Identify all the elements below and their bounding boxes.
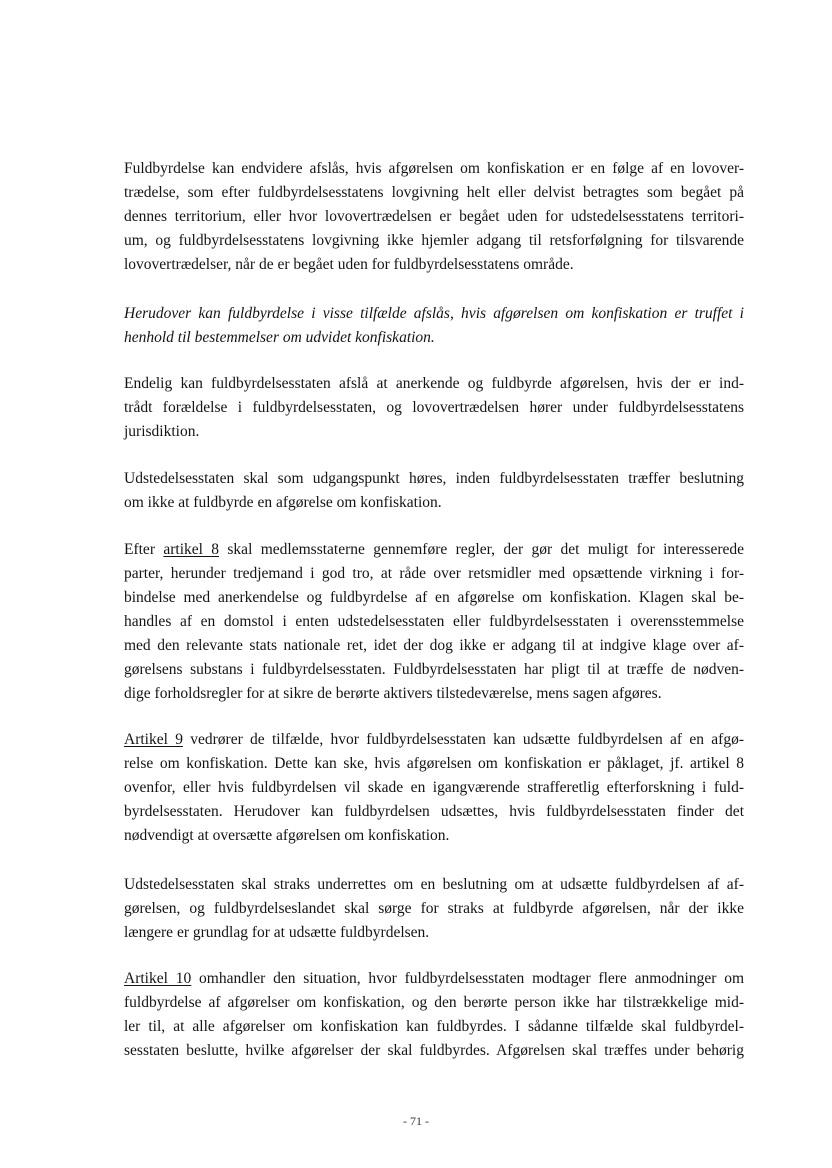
text-line: henhold til bestemmelser om udvidet konfiskation. [124,329,435,346]
text-line: byrdelsesstaten. Herudover kan fuldbyrdelsen udsættes, hvis fuldbyrdelsesstaten finder det [124,803,744,820]
page-number: - 71 - [403,1114,429,1128]
text-line: ler til, at alle afgørelser om konfiskation kan fuldbyrdes. I sådanne tilfælde skal fuldbyrdel- [124,1018,744,1035]
text-line: med den relevante stats nationale ret, idet der dog ikke er adgang til at indgive klage over af- [124,637,744,654]
paragraph-article-8 [124,538,744,706]
text-line [124,967,744,991]
text-line: fuldbyrdelse af afgørelser om konfiskation, og den berørte person ikke har tilstrækkelige mid- [124,994,744,1011]
text-line: jurisdiktion. [124,423,200,440]
text-line: Herudover kan fuldbyrdelse i visse tilfælde afslås, hvis afgørelsen om konfiskation er truffet i [124,305,744,322]
text-line: dennes territorium, eller hvor lovovertrædelsen er begået uden for udstedelsesstatens territori- [124,208,744,225]
article-9-reference: Artikel 9 [124,731,183,748]
paragraph-extended-confiscation [124,302,744,350]
text-line: om ikke at fuldbyrde en afgørelse om konfiskation. [124,494,442,511]
text-line: dige forholdsregler for at sikre de berørte aktivers tilstedeværelse, mens sagen afgøres. [124,685,662,702]
text-line: Fuldbyrdelse kan endvidere afslås, hvis afgørelsen om konfiskation er en følge af en lovover- [124,160,744,177]
text-line: sesstaten beslutte, hvilke afgørelser der skal fuldbyrdes. Afgørelsen skal træffes under behørig [124,1042,744,1059]
paragraph-notification [124,873,744,945]
text-line: Endelig kan fuldbyrdelsesstaten afslå at anerkende og fuldbyrde afgørelsen, hvis der er ind- [124,375,744,392]
article-10-reference: Artikel 10 [124,970,192,987]
paragraph-article-9 [124,728,744,848]
text-line: um, og fuldbyrdelsesstatens lovgivning ikke hjemler adgang til retsforfølgning for tilsvarende [124,232,744,249]
article-8-reference: artikel 8 [163,541,220,558]
paragraph-refusal-territory [124,157,744,277]
text-line: ovenfor, eller hvis fuldbyrdelsen vil skade en igangværende strafferetlig efterforskning i fuld- [124,779,744,796]
text-line: gørelsen, og fuldbyrdelseslandet skal sørge for straks at fuldbyrde afgørelsen, når der ikke [124,900,744,917]
paragraph-article-10 [124,967,744,1063]
text-line: lovovertrædelser, når de er begået uden for fuldbyrdelsesstatens område. [124,256,574,273]
text-line: parter, herunder tredjemand i god tro, at råde over retsmidler med opsættende virkning i for- [124,565,744,582]
text-line: trædelse, som efter fuldbyrdelsesstatens lovgivning helt eller delvist betragtes som begået på [124,184,744,201]
text-line [124,538,744,562]
text-line: relse om konfiskation. Dette kan ske, hvis afgørelsen om konfiskation er påklaget, jf. artikel 8 [124,755,744,772]
text-line: nødvendigt at oversætte afgørelsen om konfiskation. [124,827,450,844]
text-line: længere er grundlag for at udsætte fuldbyrdelsen. [124,924,430,941]
paragraph-consultation [124,467,744,515]
text-line: handles af en domstol i enten udstedelsesstaten eller fuldbyrdelsesstaten i overensstemmelse [124,613,744,630]
text-fragment: Efter [124,541,164,558]
text-fragment: omhandler den situation, hvor fuldbyrdelsesstaten modtager flere anmodninger om [191,970,745,987]
text-fragment: skal medlemsstaterne gennemføre regler, der gør det muligt for interesserede [219,541,744,558]
text-line [124,728,744,752]
text-line: gørelsens substans i fuldbyrdelsesstaten. Fuldbyrdelsesstaten har pligt til at træffe de nødven- [124,661,744,678]
text-fragment: vedrører de tilfælde, hvor fuldbyrdelsesstaten kan udsætte fuldbyrdelsen af en afgø- [182,731,744,748]
text-line: bindelse med anerkendelse og fuldbyrdelse af en afgørelse om konfiskation. Klagen skal be- [124,589,744,606]
text-line: trådt forældelse i fuldbyrdelsesstaten, og lovovertrædelsen hører under fuldbyrdelsesstatens [124,399,744,416]
text-line: Udstedelsesstaten skal som udgangspunkt høres, inden fuldbyrdelsesstaten træffer beslutning [124,470,744,487]
paragraph-limitation [124,372,744,444]
text-line: Udstedelsesstaten skal straks underrettes om en beslutning om at udsætte fuldbyrdelsen af af- [124,876,744,893]
